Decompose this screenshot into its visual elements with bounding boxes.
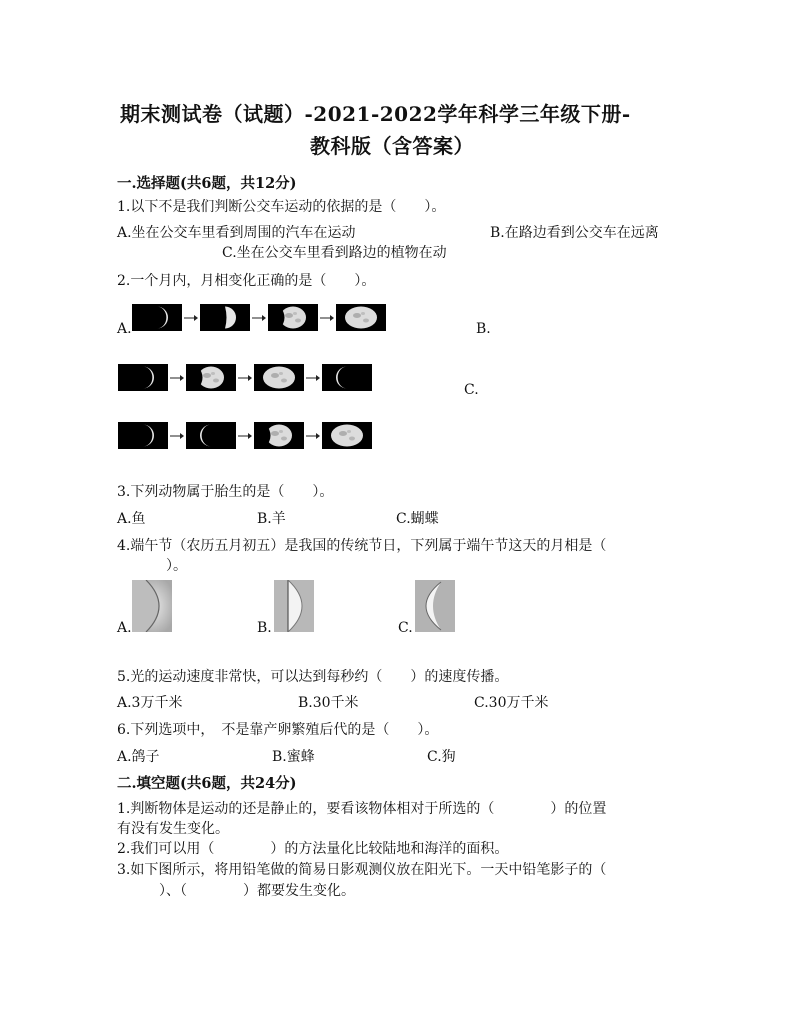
- q4-option-a: A.: [117, 620, 132, 636]
- question-4-line2: ）。: [166, 558, 187, 574]
- q3-option-c: C.蝴蝶: [396, 511, 439, 527]
- q5-option-c: C.30万千米: [474, 695, 549, 711]
- half-right-icon: [200, 304, 250, 331]
- gibbous-icon: [254, 422, 304, 449]
- fill-question-3-line1: 3.如下图所示，将用铅笔做的简易日影观测仪放在阳光下。一天中铅笔影子的（: [117, 862, 607, 878]
- q6-option-c: C.狗: [427, 749, 456, 765]
- question-2: 2.一个月内，月相变化正确的是（ ）。: [117, 273, 376, 289]
- q3-option-a: A.鱼: [117, 511, 146, 527]
- q2-option-a: A.: [117, 321, 132, 337]
- q5-option-a: A.3万千米: [117, 695, 183, 711]
- q2-option-b: B.: [476, 321, 491, 337]
- crescent-left-icon: [322, 364, 372, 391]
- q4-option-c: C.: [398, 620, 413, 636]
- arrow-right-icon: [168, 422, 186, 449]
- full-moon-icon: [336, 304, 386, 331]
- q2-option-c: C.: [464, 382, 479, 398]
- q6-option-b: B.蜜蜂: [272, 749, 315, 765]
- question-5: 5.光的运动速度非常快，可以达到每秒约（ ）的速度传播。: [117, 669, 509, 685]
- half-right-icon: [274, 580, 314, 632]
- question-1: 1.以下不是我们判断公交车运动的依据的是（ ）。: [117, 199, 446, 215]
- page-title-line2: 教科版（含答案）: [310, 134, 474, 158]
- gibbous-icon: [186, 364, 236, 391]
- arrow-right-icon: [168, 364, 186, 391]
- arrow-right-icon: [304, 422, 322, 449]
- crescent-right-icon: [118, 364, 168, 391]
- crescent-right-icon: [118, 422, 168, 449]
- q1-option-a: A.坐在公交车里看到周围的汽车在运动: [117, 225, 356, 241]
- fill-question-1-line1: 1.判断物体是运动的还是静止的，要看该物体相对于所选的（ ）的位置: [117, 801, 607, 817]
- full-moon-icon: [322, 422, 372, 449]
- q2-moon-row-a: [132, 304, 386, 331]
- arrow-right-icon: [236, 364, 254, 391]
- fill-question-2: 2.我们可以用（ ）的方法量化比较陆地和海洋的面积。: [117, 841, 509, 857]
- q1-option-c: C.坐在公交车里看到路边的植物在动: [222, 245, 447, 261]
- q3-option-b: B.羊: [257, 511, 286, 527]
- full-moon-icon: [254, 364, 304, 391]
- q1-option-b: B.在路边看到公交车在远离: [490, 225, 659, 241]
- section-heading-choice: 一.选择题(共6题，共12分): [117, 175, 297, 192]
- q2-moon-row-b: [118, 364, 372, 391]
- arrow-right-icon: [318, 304, 336, 331]
- crescent-left-icon: [186, 422, 236, 449]
- arrow-right-icon: [250, 304, 268, 331]
- q5-option-b: B.30千米: [298, 695, 359, 711]
- crescent-right-icon: [132, 304, 182, 331]
- crescent-left-icon: [415, 580, 455, 632]
- section-heading-fill: 二.填空题(共6题，共24分): [117, 775, 297, 792]
- q4-option-b: B.: [257, 620, 272, 636]
- q2-moon-row-c: [118, 422, 372, 449]
- q6-option-a: A.鸽子: [117, 749, 160, 765]
- question-6: 6.下列选项中， 不是靠产卵繁殖后代的是（ ）。: [117, 722, 439, 738]
- gibbous-icon: [268, 304, 318, 331]
- question-3: 3.下列动物属于胎生的是（ ）。: [117, 484, 334, 500]
- fill-question-1-line2: 有没有发生变化。: [117, 821, 229, 837]
- page-title-line1: 期末测试卷（试题）-2021-2022学年科学三年级下册-: [120, 102, 631, 126]
- arrow-right-icon: [236, 422, 254, 449]
- question-4-line1: 4.端午节（农历五月初五）是我国的传统节日，下列属于端午节这天的月相是（: [117, 538, 607, 554]
- arrow-right-icon: [304, 364, 322, 391]
- fill-question-3-line2: ）、（ ）都要发生变化。: [117, 883, 355, 899]
- gibbous-right-icon: [132, 580, 172, 632]
- arrow-right-icon: [182, 304, 200, 331]
